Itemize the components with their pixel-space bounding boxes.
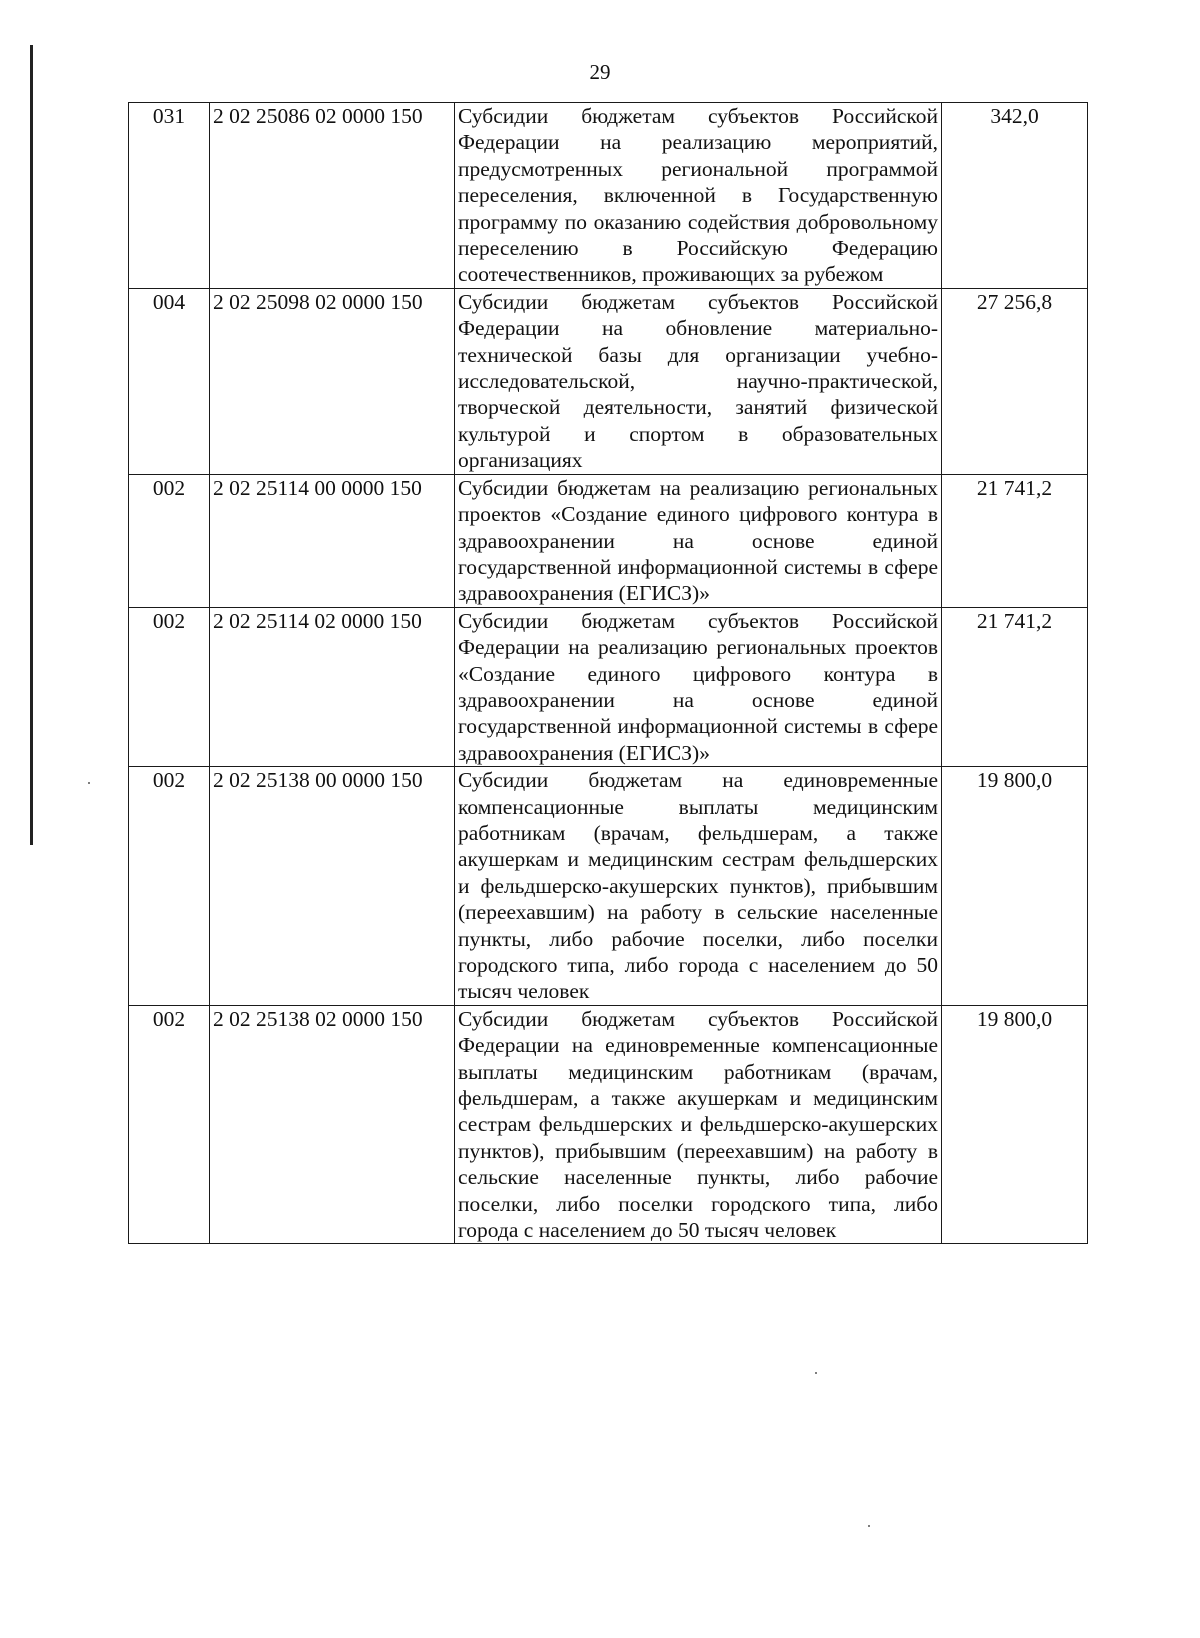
admin-code-cell: 002 (129, 474, 210, 607)
amount-cell: 342,0 (942, 103, 1088, 289)
amount-cell: 19 800,0 (942, 1005, 1088, 1244)
table-row (129, 103, 1088, 289)
amount-cell: 21 741,2 (942, 607, 1088, 766)
admin-code-cell: 002 (129, 767, 210, 1006)
amount-cell: 21 741,2 (942, 474, 1088, 607)
kbk-code-cell: 2 02 25098 02 0000 150 (210, 288, 455, 474)
kbk-code-cell: 2 02 25138 02 0000 150 (210, 1005, 455, 1244)
amount-cell: 27 256,8 (942, 288, 1088, 474)
kbk-code-cell: 2 02 25086 02 0000 150 (210, 103, 455, 289)
table-row (129, 288, 1088, 474)
admin-code-cell: 004 (129, 288, 210, 474)
scan-speck (868, 1525, 870, 1527)
table-row (129, 474, 1088, 607)
admin-code-cell: 002 (129, 1005, 210, 1244)
page-number: 29 (589, 60, 611, 84)
budget-revenue-table (128, 102, 1088, 1244)
description-cell: Субсидии бюджетам субъектов Российской Федерации на обновление материально-технической базы для организации учебно-исследовательской, научно-практической, творческой деятельности, занятий физической культурой и спортом в образовательных организациях (455, 288, 942, 474)
table-row (129, 607, 1088, 766)
kbk-code-cell: 2 02 25114 00 0000 150 (210, 474, 455, 607)
description-cell: Субсидии бюджетам на реализацию региональных проектов «Создание единого цифрового контура в здравоохранении на основе единой государственной информационной системы в сфере здравоохранения (ЕГИСЗ)» (455, 474, 942, 607)
admin-code-cell: 002 (129, 607, 210, 766)
description-cell: Субсидии бюджетам субъектов Российской Федерации на реализацию региональных проектов «Создание единого цифрового контура в здравоохранении на основе единой государственной информационной системы в сфере здравоохранения (ЕГИСЗ)» (455, 607, 942, 766)
scan-edge-line (30, 45, 33, 845)
scan-speck (88, 782, 90, 784)
kbk-code-cell: 2 02 25114 02 0000 150 (210, 607, 455, 766)
scan-speck (815, 1372, 817, 1374)
admin-code-cell: 031 (129, 103, 210, 289)
description-cell: Субсидии бюджетам субъектов Российской Федерации на единовременные компенсационные выплаты медицинским работникам (врачам, фельдшерам, а также акушеркам и медицинским сестрам фельдшерских и фельдшерско-акушерских пунктов), прибывшим (переехавшим) на работу в сельские населенные пункты, либо рабочие поселки, либо поселки городского типа, либо города с населением до 50 тысяч человек (455, 1005, 942, 1244)
table-row (129, 767, 1088, 1006)
description-cell: Субсидии бюджетам на единовременные компенсационные выплаты медицинским работникам (врачам, фельдшерам, а также акушеркам и медицинским сестрам фельдшерских и фельдшерско-акушерских пунктов), прибывшим (переехавшим) на работу в сельские населенные пункты, либо рабочие поселки, либо поселки городского типа, либо города с населением до 50 тысяч человек (455, 767, 942, 1006)
kbk-code-cell: 2 02 25138 00 0000 150 (210, 767, 455, 1006)
table-row (129, 1005, 1088, 1244)
amount-cell: 19 800,0 (942, 767, 1088, 1006)
description-cell: Субсидии бюджетам субъектов Российской Федерации на реализацию мероприятий, предусмотренных региональной программой переселения, включенной в Государственную программу по оказанию содействия добровольному переселению в Российскую Федерацию соотечественников, проживающих за рубежом (455, 103, 942, 289)
